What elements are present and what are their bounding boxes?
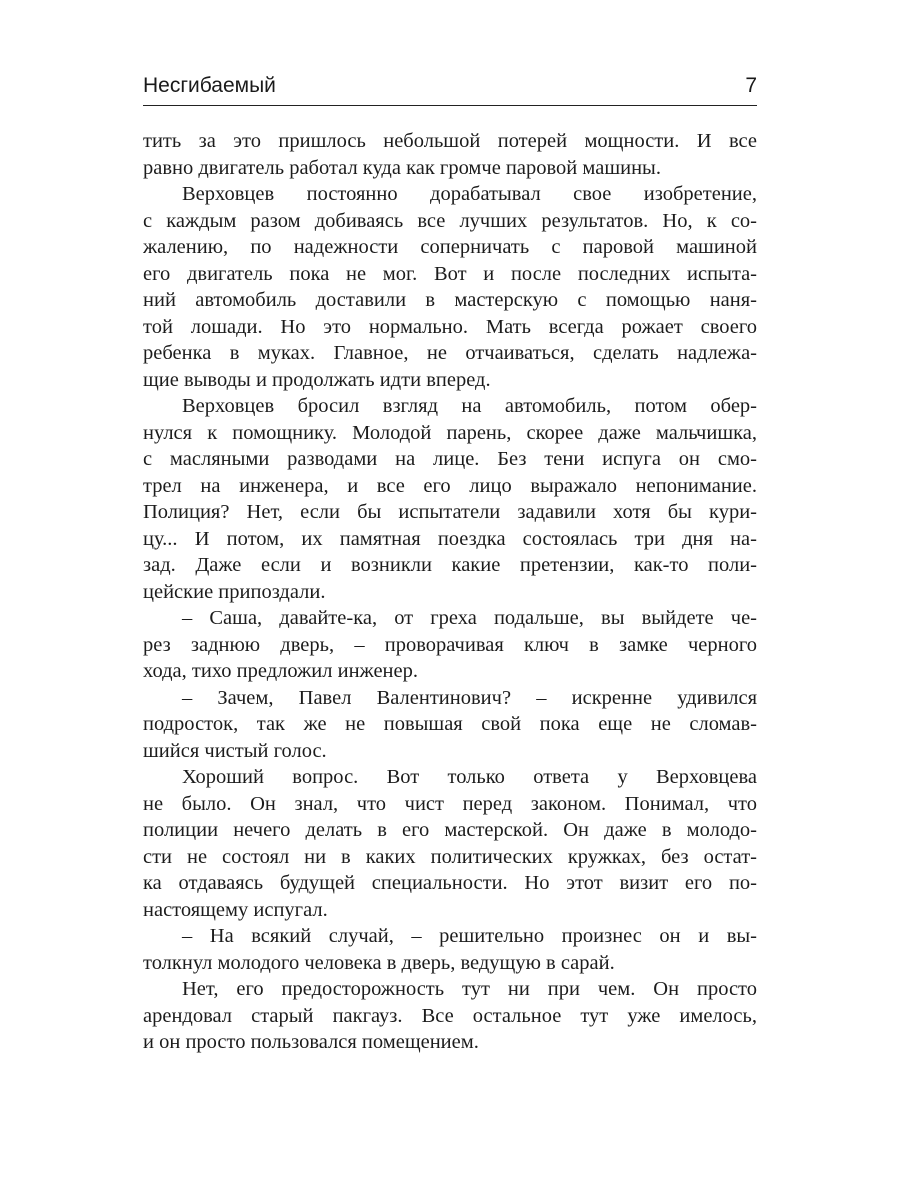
text-line: хода, тихо предложил инженер.	[143, 660, 418, 682]
body-text	[143, 128, 757, 1056]
text-line: толкнул молодого человека в дверь, ведущую в сарай.	[143, 951, 615, 974]
text-line: полиции нечего делать в его мастерской. Он даже в молодо-	[143, 819, 757, 841]
text-line: Нет, его предосторожность тут ни при чем. Он просто	[182, 978, 757, 1000]
text-line: настоящему испугал.	[143, 898, 328, 921]
text-line: – Зачем, Павел Валентинович? – искренне удивился	[182, 686, 757, 709]
text-line: не было. Он знал, что чист перед законом. Понимал, что	[143, 792, 757, 815]
text-line: подросток, так же не повышая свой пока еще не сломав-	[143, 713, 757, 735]
text-line: с каждым разом добиваясь все лучших результатов. Но, к со-	[143, 209, 757, 232]
running-head-title: Несгибаемый	[143, 74, 276, 97]
page-number: 7	[745, 74, 757, 97]
text-line: ребенка в муках. Главное, не отчаиваться, сделать надлежа-	[143, 342, 757, 364]
text-line: Хороший вопрос. Вот только ответа у Верховцева	[182, 766, 757, 788]
text-line: тить за это пришлось небольшой потерей мощности. И все	[143, 130, 757, 152]
text-line: с масляными разводами на лице. Без тени испуга он смо-	[143, 448, 757, 470]
text-line: – Саша, давайте-ка, от греха подальше, вы выйдете че-	[182, 607, 757, 629]
text-line: щие выводы и продолжать идти вперед.	[143, 368, 491, 391]
text-line: шийся чистый голос.	[143, 739, 327, 762]
text-line: жалению, по надежности соперничать с паровой машиной	[143, 236, 757, 258]
text-line: – На всякий случай, – решительно произнес он и вы-	[182, 925, 757, 947]
text-line: цу... И потом, их памятная поездка состоялась три дня на-	[143, 527, 757, 550]
text-line: рез заднюю дверь, – проворачивая ключ в замке черного	[143, 633, 757, 656]
text-line: цейские припоздали.	[143, 580, 326, 603]
text-line: Полиция? Нет, если бы испытатели задавили хотя бы кури-	[143, 501, 757, 523]
header-rule	[143, 105, 757, 106]
text-line: Верховцев бросил взгляд на автомобиль, потом обер-	[182, 395, 757, 417]
text-line: его двигатель пока не мог. Вот и после последних испыта-	[143, 262, 757, 285]
text-line: ка отдаваясь будущей специальности. Но этот визит его по-	[143, 872, 757, 894]
text-line: ний автомобиль доставили в мастерскую с помощью наня-	[143, 289, 757, 311]
text-line: арендовал старый пакгауз. Все остальное тут уже имелось,	[143, 1004, 757, 1027]
text-line: сти не состоял ни в каких политических кружках, без остат-	[143, 845, 757, 868]
text-line: нулся к помощнику. Молодой парень, скорее даже мальчишка,	[143, 421, 757, 444]
text-line: зад. Даже если и возникли какие претензии, как-то поли-	[143, 554, 757, 576]
text-line: трел на инженера, и все его лицо выражало непонимание.	[143, 474, 757, 497]
text-line: и он просто пользовался помещением.	[143, 1031, 479, 1053]
text-line: равно двигатель работал куда как громче паровой машины.	[143, 156, 661, 179]
text-line: той лошади. Но это нормально. Мать всегда рожает своего	[143, 315, 757, 338]
text-line: Верховцев постоянно дорабатывал свое изобретение,	[182, 183, 757, 205]
running-head	[143, 74, 757, 104]
